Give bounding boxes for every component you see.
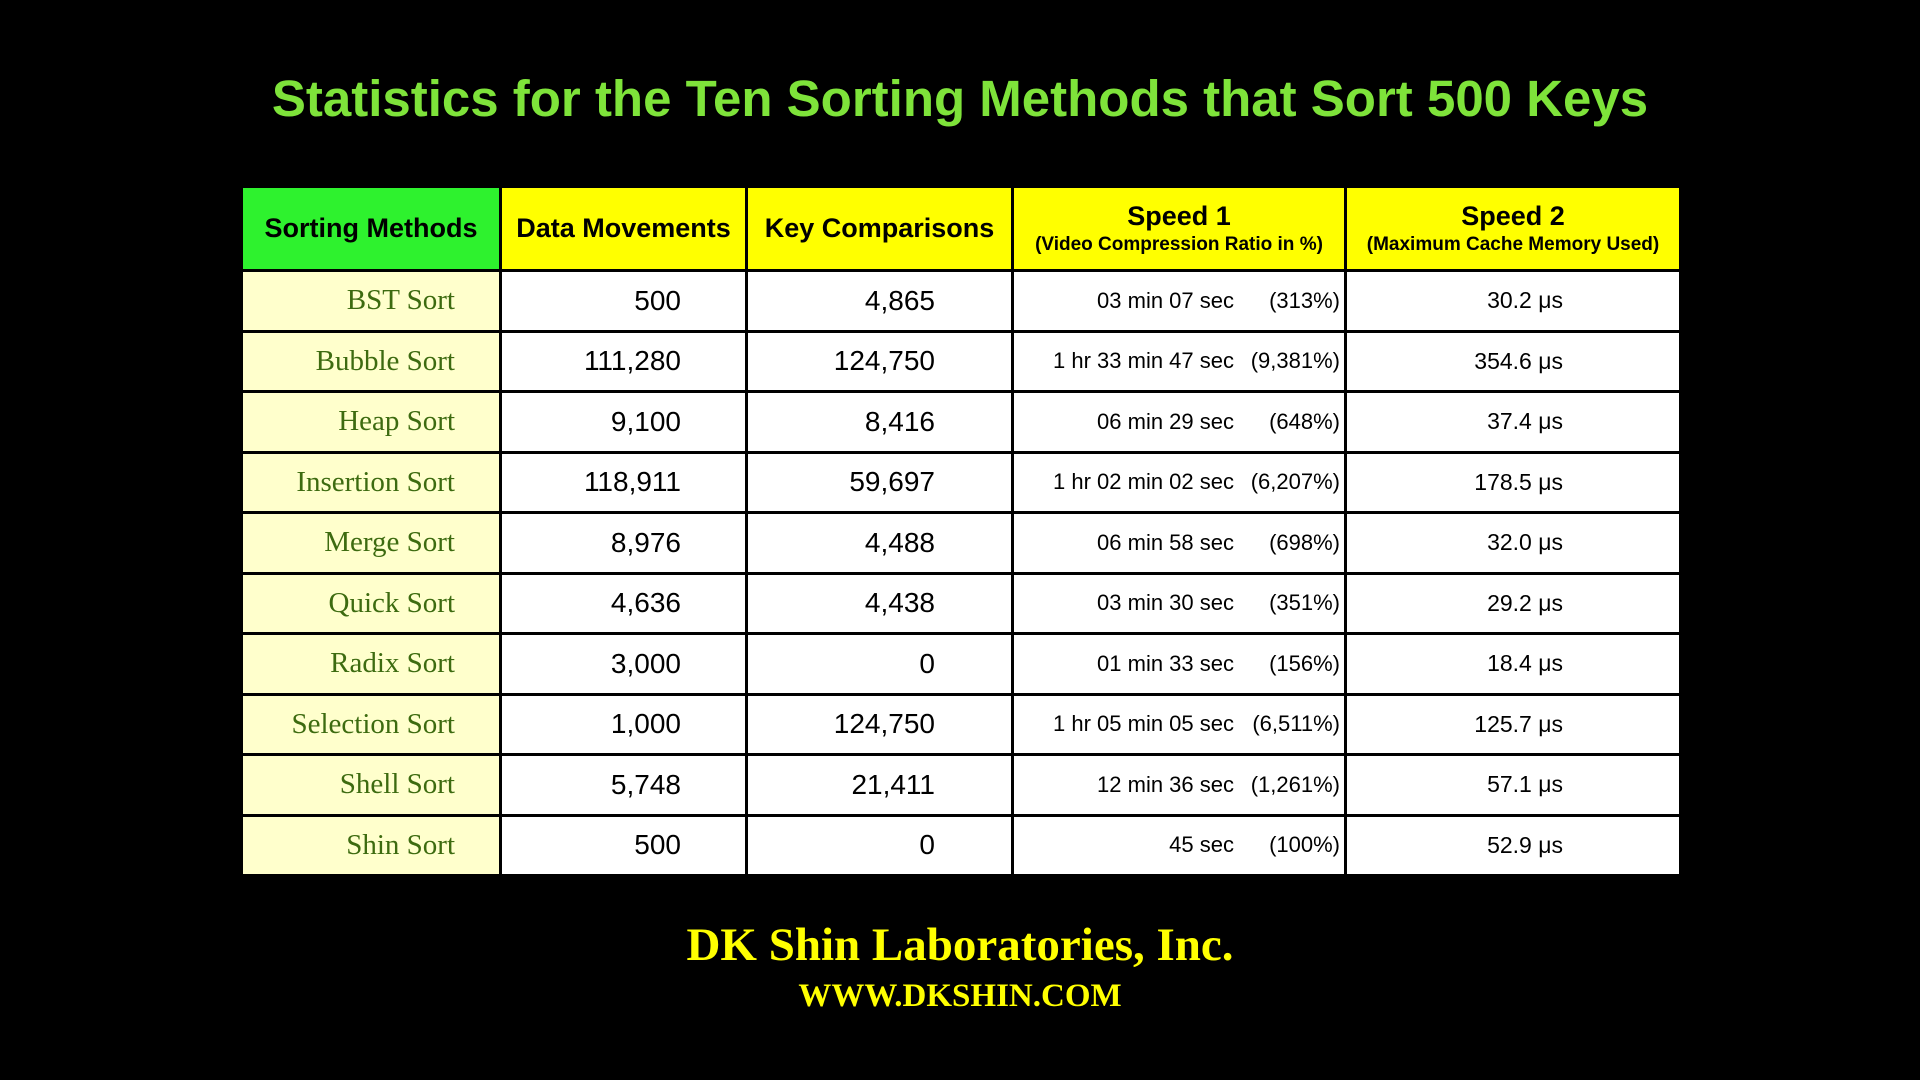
header-speed-1: Speed 1 (Video Compression Ratio in %) [1013,187,1346,271]
data-movements-value: 500 [501,815,747,876]
data-movements-value: 5,748 [501,755,747,816]
table-row [242,513,1681,574]
speed-1-cell [1013,634,1346,695]
key-comparisons-value: 4,438 [747,573,1013,634]
chart-title: Statistics for the Ten Sorting Methods that Sort 500 Keys [271,70,1649,127]
table-row [242,755,1681,816]
key-comparisons-value: 4,865 [747,271,1013,332]
data-movements-value: 8,976 [501,513,747,574]
speed-1-cell [1013,392,1346,453]
speed-1-ratio: (313%) [1269,287,1340,313]
speed-1-cell [1013,573,1346,634]
key-comparisons-value: 124,750 [747,694,1013,755]
sorting-method-name: Shell Sort [242,755,501,816]
key-comparisons-value: 0 [747,815,1013,876]
speed-2-value: 354.6 μs [1346,331,1681,392]
sorting-method-name: Insertion Sort [242,452,501,513]
speed-2-value: 30.2 μs [1346,271,1681,332]
data-movements-value: 500 [501,271,747,332]
header-data-movements: Data Movements [501,187,747,271]
speed-1-cell [1013,271,1346,332]
header-key-comparisons: Key Comparisons [747,187,1013,271]
key-comparisons-value: 4,488 [747,513,1013,574]
key-comparisons-value: 59,697 [747,452,1013,513]
speed-1-ratio: (6,207%) [1250,469,1340,495]
speed-1-time: 03 min 07 sec [1097,287,1234,313]
data-movements-value: 1,000 [501,694,747,755]
key-comparisons-value: 0 [747,634,1013,695]
speed-1-cell [1013,452,1346,513]
table-row [242,634,1681,695]
speed-2-value: 18.4 μs [1346,634,1681,695]
speed-1-ratio: (100%) [1269,832,1340,858]
speed-2-value: 52.9 μs [1346,815,1681,876]
table-row [242,815,1681,876]
data-movements-value: 111,280 [501,331,747,392]
speed-2-value: 29.2 μs [1346,573,1681,634]
table-row [242,331,1681,392]
sorting-method-name: Selection Sort [242,694,501,755]
header-speed-2-subtitle: (Maximum Cache Memory Used) [1366,234,1660,256]
sorting-method-name: Shin Sort [242,815,501,876]
speed-1-cell [1013,331,1346,392]
key-comparisons-value: 21,411 [747,755,1013,816]
speed-1-cell [1013,513,1346,574]
speed-1-ratio: (1,261%) [1250,771,1340,797]
company-name: DK Shin Laboratories, Inc. [686,919,1234,971]
speed-2-value: 178.5 μs [1346,452,1681,513]
table-row [242,573,1681,634]
speed-1-time: 1 hr 05 min 05 sec [1053,711,1234,737]
speed-2-value: 125.7 μs [1346,694,1681,755]
speed-1-time: 1 hr 33 min 47 sec [1053,348,1234,374]
speed-1-cell [1013,755,1346,816]
speed-1-time: 06 min 29 sec [1097,408,1234,434]
data-movements-value: 9,100 [501,392,747,453]
speed-2-value: 32.0 μs [1346,513,1681,574]
sorting-method-name: BST Sort [242,271,501,332]
header-row [242,187,1681,271]
speed-1-time: 01 min 33 sec [1097,650,1234,676]
sorting-method-name: Merge Sort [242,513,501,574]
table-body [242,271,1681,876]
table-row [242,271,1681,332]
speed-1-ratio: (9,381%) [1250,348,1340,374]
speed-2-value: 37.4 μs [1346,392,1681,453]
speed-1-cell [1013,694,1346,755]
data-movements-value: 118,911 [501,452,747,513]
header-speed-2: Speed 2 (Maximum Cache Memory Used) [1346,187,1681,271]
speed-1-time: 1 hr 02 min 02 sec [1053,469,1234,495]
speed-1-ratio: (351%) [1269,590,1340,616]
data-movements-value: 3,000 [501,634,747,695]
key-comparisons-value: 8,416 [747,392,1013,453]
speed-1-ratio: (648%) [1269,408,1340,434]
company-website: WWW.DKSHIN.COM [798,978,1122,1014]
key-comparisons-value: 124,750 [747,331,1013,392]
header-speed-1-subtitle: (Video Compression Ratio in %) [1035,234,1323,256]
speed-1-time: 06 min 58 sec [1097,529,1234,555]
speed-1-time: 03 min 30 sec [1097,590,1234,616]
speed-1-ratio: (698%) [1269,529,1340,555]
data-movements-value: 4,636 [501,573,747,634]
speed-1-ratio: (156%) [1269,650,1340,676]
sorting-method-name: Bubble Sort [242,331,501,392]
speed-1-cell [1013,815,1346,876]
table-row [242,452,1681,513]
table-row [242,694,1681,755]
speed-2-value: 57.1 μs [1346,755,1681,816]
speed-1-time: 12 min 36 sec [1097,771,1234,797]
header-sorting-methods: Sorting Methods [242,187,501,271]
speed-1-ratio: (6,511%) [1252,711,1340,737]
sorting-method-name: Quick Sort [242,573,501,634]
statistics-table [240,185,1682,877]
speed-1-time: 45 sec [1169,832,1234,858]
sorting-method-name: Radix Sort [242,634,501,695]
table-row [242,392,1681,453]
sorting-method-name: Heap Sort [242,392,501,453]
